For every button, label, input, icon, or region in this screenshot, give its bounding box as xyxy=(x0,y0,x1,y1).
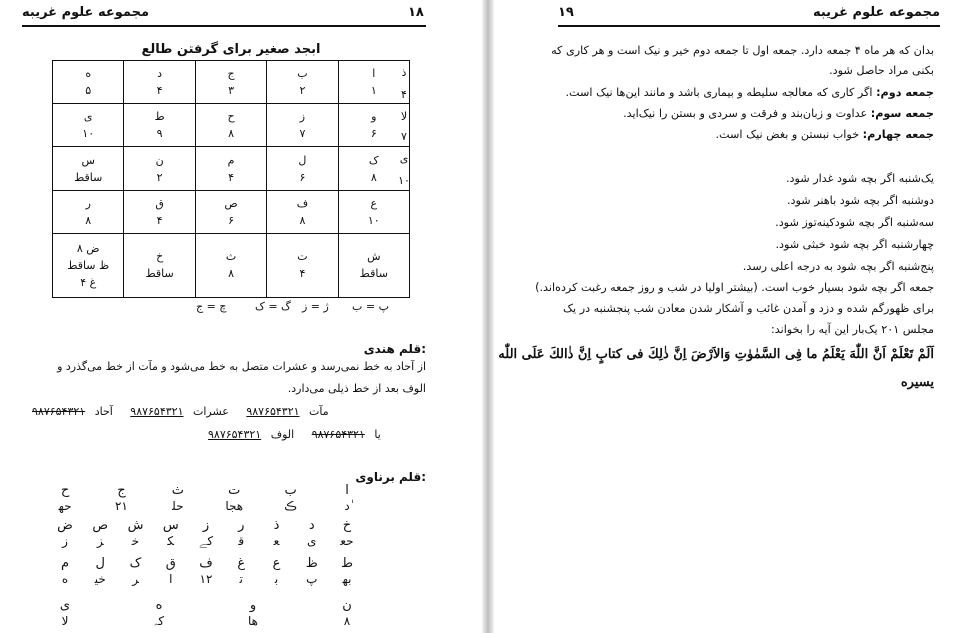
barnavi-letter: ض xyxy=(57,518,73,533)
row-label: ی xyxy=(399,152,409,165)
barnavi-code: ﻫﺠﺎ xyxy=(225,499,244,513)
abjad-letter: ب xyxy=(297,67,308,81)
abjad-letter: ث xyxy=(225,250,237,264)
barnavi-code: ﺣﻠ xyxy=(172,499,184,513)
barnavi-letter: ق xyxy=(165,556,176,571)
abjad-cell xyxy=(267,104,338,147)
left-page-number: ۱۸ xyxy=(408,5,424,20)
barnavi-code: ڪ xyxy=(284,499,297,513)
equivalence: ژ = ز xyxy=(302,300,329,313)
abjad-letter: و xyxy=(371,110,377,124)
barnavi-code: ﻌ xyxy=(273,534,280,548)
barnavi-code-row xyxy=(56,572,356,586)
barnavi-code: ﻗ xyxy=(238,534,245,548)
ya-value: ۹۸۷۶۵۴۳۲۱ xyxy=(208,428,262,441)
abjad-letter: ص xyxy=(224,196,238,210)
abjad-value: ۹ xyxy=(156,127,163,141)
row-label: لا xyxy=(400,110,408,123)
book-spine xyxy=(482,0,494,633)
barnavi-letter: ش xyxy=(127,518,144,533)
row-label: ۴ xyxy=(401,88,407,101)
hindi-row-2 xyxy=(208,428,381,441)
maat-value: ۹۸۷۶۵۴۳۲۱ xyxy=(32,405,86,418)
abjad-value: ۶ xyxy=(228,213,234,227)
barnavi-letter: ث xyxy=(171,483,184,498)
abjad-letter: خ xyxy=(156,250,164,264)
abjad-letter: ف xyxy=(296,196,309,210)
day-line: يک‌شنبه اگر بچه شود غدار شود. xyxy=(785,172,934,185)
abjad-cell xyxy=(53,190,124,233)
abjad-letter: ه xyxy=(85,67,92,81)
barnavi-code: ۲۱ xyxy=(114,499,128,513)
barnavi-code: ﺧ xyxy=(131,534,140,548)
barnavi-letter: ل xyxy=(95,556,105,571)
abjad-cell xyxy=(195,233,266,297)
abjad-row xyxy=(53,147,410,190)
day-line: پنج‌شنبه اگر بچه شود به درجه اعلى رسد. xyxy=(742,260,934,273)
abjad-value: ۶ xyxy=(299,170,306,184)
barnavi-letter: ى xyxy=(59,598,71,613)
day-line: چهارشنبه اگر بچه شود خبثى شود. xyxy=(775,238,934,251)
abjad-value: ظ ساقط xyxy=(67,258,110,272)
friday-label: جمعه چهارم: xyxy=(862,128,934,141)
barnavi-letter: ص xyxy=(92,518,109,533)
equivalence: پ = ب xyxy=(352,300,389,313)
abjad-letter: ل xyxy=(298,153,307,167)
right-page xyxy=(494,0,960,633)
hindi-paragraph: از آحاد به خط نمى‌رسد و عشرات متصل به خط مى‌شود و مآت از خط مى‌گذرد و الوف بعد از خط ذيلى مى‌دارد. xyxy=(57,360,426,395)
instruction-line: براى ظهورگم شده و دزد و آمدن غائب و آشکار شدن معادن شب پنجشنبه در يک xyxy=(563,302,934,315)
equivalence: گ = ک xyxy=(255,300,291,313)
barnavi-letter: ج xyxy=(117,483,126,498)
abjad-table xyxy=(52,60,410,298)
friday-label: جمعه دوم: xyxy=(876,86,934,99)
abjad-row xyxy=(53,190,410,233)
abjad-row xyxy=(53,104,410,147)
day-line: جمعه اگر بچه شود بسيار خوب است. (بيشتر اوليا در شب و روز جمعه رغبت کرده‌اند.) xyxy=(535,281,934,294)
abjad-letter: ى xyxy=(83,110,93,124)
abjad-cell xyxy=(53,233,124,297)
barnavi-code: ﺑﻬ xyxy=(342,572,352,586)
barnavi-code: ﺍ xyxy=(169,572,173,586)
abjad-letter: ع xyxy=(370,196,378,210)
abjad-value: غ ۴ xyxy=(80,275,97,289)
abjad-cell xyxy=(267,233,338,297)
abjad-letter: ح xyxy=(227,110,235,124)
left-header-title: مجموعه علوم غريبه xyxy=(22,5,150,20)
olof-label: الوف xyxy=(270,428,295,441)
barnavi-letter: ط xyxy=(340,556,354,571)
barnavi-code: ﻫﺎ xyxy=(248,614,258,628)
barnavi-code: ﺯ xyxy=(62,534,68,548)
barnavi-letter: خ xyxy=(342,518,352,533)
verse-line: اَلَمْ تَعْلَمْ اَنَّ اللّٰهَ يَعْلَمُ ما فِى السَّمٰوٰتِ وَالاَرْضَ اِنَّ ذٰلِكَ فى كتابٍ اِنَّ ذٰالكَ عَلَى اللّٰه xyxy=(498,347,934,362)
equivalence: چ = ج xyxy=(196,300,227,313)
barnavi-letter: ا xyxy=(345,483,349,498)
barnavi-letter: ب xyxy=(284,483,297,498)
abjad-cell xyxy=(195,104,266,147)
barnavi-letter-row xyxy=(56,483,356,498)
abjad-value: ۸ xyxy=(370,170,377,184)
abjad-cell xyxy=(267,190,338,233)
abjad-cell xyxy=(195,190,266,233)
barnavi-letter: ظ xyxy=(305,556,318,571)
abjad-value: ۴ xyxy=(156,84,163,98)
abjad-value: ۱۰ xyxy=(367,213,380,227)
barnavi-code: ﺰ xyxy=(96,534,104,548)
barnavi-code: ﺮ xyxy=(132,572,139,586)
barnavi-letter: ر xyxy=(238,518,245,533)
friday-item xyxy=(715,126,934,144)
maat-label: مآت xyxy=(309,405,329,418)
abjad-cell xyxy=(53,61,124,104)
barnavi-letter: س xyxy=(162,518,179,533)
barnavi-letter: ت xyxy=(228,483,241,498)
abjad-value: ساقط xyxy=(359,267,388,281)
abjad-letter: ن xyxy=(155,153,164,167)
friday-text: عداوت و زبان‌بند و فرقت و سردى و بستن را نيک‌ايد. xyxy=(623,107,868,120)
barnavi-letter: ه xyxy=(155,598,163,613)
ahad-label: آحاد xyxy=(94,405,113,418)
barnavi-code: ﻻ xyxy=(61,614,69,628)
olof-value: ۹۸۷۶۵۴۳۲۱ xyxy=(311,428,365,441)
abjad-value: ۱۰ xyxy=(82,127,95,141)
intro-line: بکنى مراد حاصل شود. xyxy=(829,64,934,77)
barnavi-letter: ک xyxy=(129,556,142,571)
abjad-value: ۸ xyxy=(85,213,92,227)
abjad-letter: د xyxy=(157,67,163,81)
abjad-cell xyxy=(124,147,195,190)
abjad-value: ۸ xyxy=(228,127,234,141)
friday-item xyxy=(566,84,935,102)
abjad-value: ۸ xyxy=(228,267,234,281)
barnavi-letter: د xyxy=(308,518,315,533)
friday-text: اگر کارى که معالجه سليطه و بيمارى باشد و مانند اين‌ها نيک است. xyxy=(565,86,873,99)
abjad-value: ۳ xyxy=(228,84,234,98)
right-header-title: مجموعه علوم غريبه xyxy=(812,5,940,20)
barnavi-letter: ع xyxy=(272,556,281,571)
barnavi-code: ﺣﻌ xyxy=(340,534,354,548)
abjad-value: ۴ xyxy=(299,267,306,281)
abjad-cell xyxy=(267,61,338,104)
barnavi-code: ﭖ xyxy=(306,572,318,586)
day-line: دوشنبه اگر بچه شود باهنر شود. xyxy=(786,194,934,207)
barnavi-letter: ز xyxy=(202,518,210,533)
barnavi-code: ۸ xyxy=(343,614,351,628)
abjad-letter: ش xyxy=(367,250,381,264)
barnavi-letter: م xyxy=(60,556,70,571)
abjad-letter: ض ۸ xyxy=(76,241,100,255)
barnavi-code-row xyxy=(56,534,356,549)
barnavi-letter-row xyxy=(56,556,356,571)
barnavi-code: ی xyxy=(307,534,317,548)
verse-line: يسيره xyxy=(900,375,934,390)
abjad-row xyxy=(53,233,410,297)
barnavi-letter: ح xyxy=(60,483,70,498)
abjad-cell xyxy=(124,61,195,104)
abjad-cell xyxy=(124,190,195,233)
barnavi-letter: ن xyxy=(342,598,352,613)
hindi-row-1 xyxy=(32,405,329,418)
barnavi-letter-row xyxy=(56,518,356,533)
abjad-value: ۵ xyxy=(85,84,92,98)
instruction-line: مجلس ۲۰۱ يک‌بار اين آيه را بخواند: xyxy=(770,323,934,336)
barnavi-code-row xyxy=(56,614,356,629)
abjad-letter: ک xyxy=(368,153,379,167)
friday-text: خواب نبستن و بغض نيک است. xyxy=(715,128,860,141)
abjad-value: ۶ xyxy=(370,127,377,141)
row-label: ذ xyxy=(401,66,407,79)
abjad-value: ساقط xyxy=(74,170,103,184)
barnavi-code: ﻜ xyxy=(167,534,175,548)
intro-line: بدان که هر ماه ۴ جمعه دارد. جمعه اول تا جمعه دوم خير و نيک است و هر کارى که xyxy=(551,44,934,57)
barnavi-code: ﮐﮯ xyxy=(198,534,214,548)
barnavi-letter-row xyxy=(56,598,356,613)
abjad-cell xyxy=(267,147,338,190)
abjad-value: ۱ xyxy=(370,84,377,98)
abjad-letter: ر xyxy=(85,196,91,210)
barnavi-code: ۱۲ xyxy=(199,572,213,586)
right-page-number: ۱۹ xyxy=(558,5,574,20)
abjad-letter: ت xyxy=(297,250,308,264)
barnavi-code: ﻩ xyxy=(61,572,69,586)
ahad-value: ۹۸۷۶۵۴۳۲۱ xyxy=(130,405,184,418)
row-label: ۷ xyxy=(401,130,407,143)
barnavi-letter: و xyxy=(249,598,257,613)
barnavi-code: ﮐﮧ xyxy=(153,614,165,628)
day-line: سه‌شنبه اگر بچه شودکينه‌توز شود. xyxy=(775,216,934,229)
barnavi-letter: غ xyxy=(237,556,246,571)
right-header-rule xyxy=(558,25,940,27)
abjad-value: ساقط xyxy=(145,267,174,281)
barnavi-code: ﺣﻬ xyxy=(58,499,72,513)
barnavi-code-row xyxy=(56,499,356,513)
abjad-row xyxy=(53,61,410,104)
abjad-cell xyxy=(124,233,195,297)
barnavi-code: ﺑ xyxy=(274,572,279,586)
abjad-table-title: ابجد صغير براى گرفتن طالع xyxy=(141,42,321,57)
abjad-letter: ط xyxy=(154,110,165,124)
abjad-value: ۲ xyxy=(299,84,306,98)
row-label: ۱۰ xyxy=(398,174,410,187)
abjad-value: ۷ xyxy=(299,127,306,141)
barnavi-letter: ذ xyxy=(273,518,280,533)
abjad-letter: ا xyxy=(372,67,376,81)
barnavi-code: ﺗ xyxy=(239,572,243,586)
abjad-cell xyxy=(195,147,266,190)
abjad-cell xyxy=(338,233,409,297)
ashrat-value: ۹۸۷۶۵۴۳۲۱ xyxy=(246,405,300,418)
abjad-letter: ز xyxy=(299,110,306,124)
abjad-value: ۴ xyxy=(156,213,163,227)
abjad-letter: س xyxy=(81,153,95,167)
ya-label: يا xyxy=(374,428,381,441)
hindi-heading: قلم هندى: xyxy=(363,342,426,356)
abjad-value: ۲ xyxy=(156,170,163,184)
abjad-letter: ج xyxy=(227,67,235,81)
abjad-letter: م xyxy=(227,153,235,167)
abjad-letter: ق xyxy=(155,196,164,210)
ashrat-label: عشرات xyxy=(192,405,229,418)
abjad-value: ۸ xyxy=(299,213,306,227)
abjad-cell xyxy=(338,190,409,233)
barnavi-letter: ف xyxy=(199,556,213,571)
abjad-cell xyxy=(195,61,266,104)
abjad-value: ۴ xyxy=(228,170,234,184)
barnavi-code: ﺧﻴ xyxy=(94,572,106,586)
friday-item xyxy=(623,105,934,123)
friday-label: جمعه سوم: xyxy=(870,107,934,120)
barnavi-heading: قلم برناوى: xyxy=(355,470,426,484)
barnavi-code: ٰد xyxy=(344,499,350,513)
abjad-cell xyxy=(53,147,124,190)
abjad-cell xyxy=(124,104,195,147)
abjad-cell xyxy=(53,104,124,147)
left-header-rule xyxy=(22,25,426,27)
